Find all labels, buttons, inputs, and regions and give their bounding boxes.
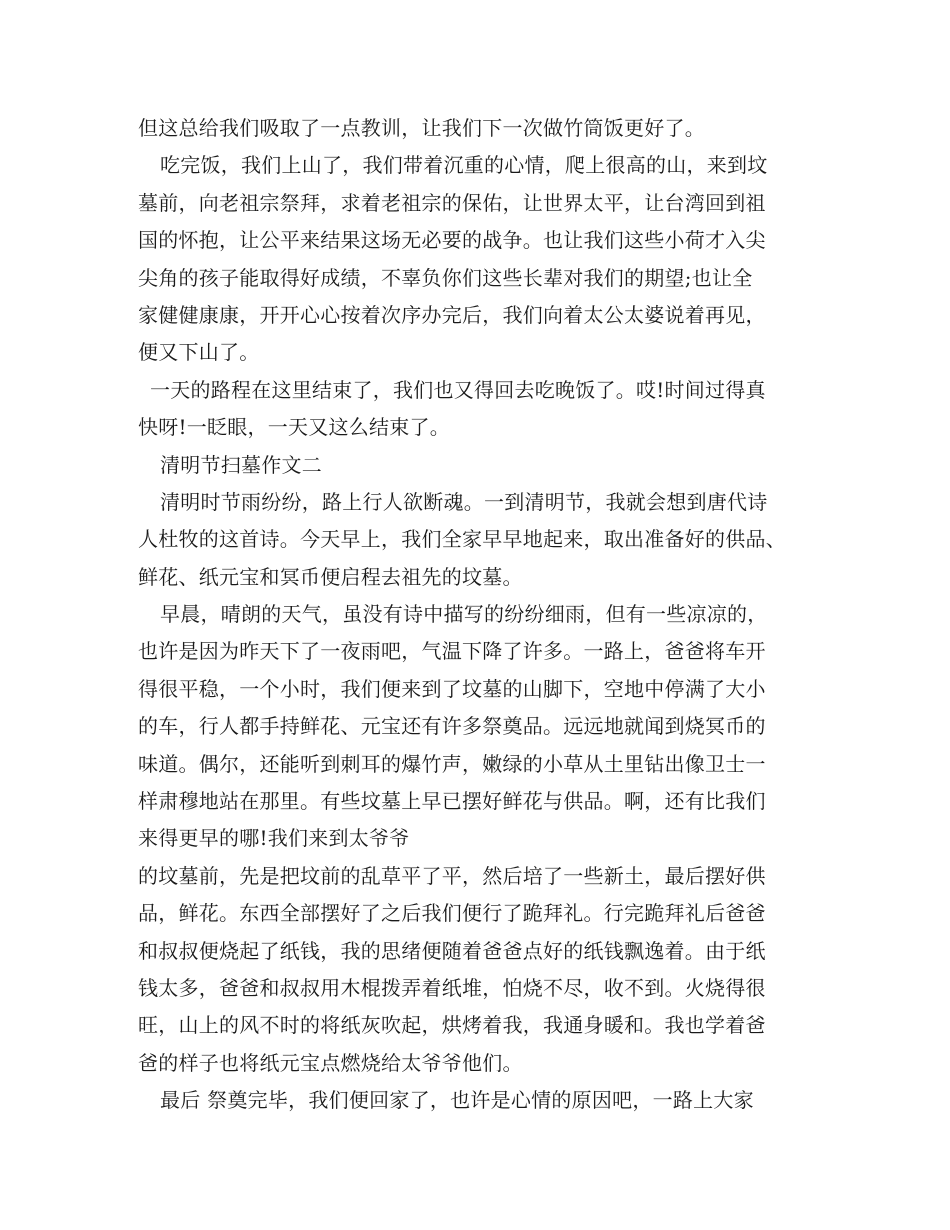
text-line: 人杜牧的这首诗。今天早上，我们全家早早地起来，取出准备好的供品、	[138, 527, 786, 552]
text-line: 尖角的孩子能取得好成绩，不辜负你们这些长辈对我们的期望;也让全	[138, 265, 753, 290]
text-line: 和叔叔便烧起了纸钱，我的思绪便随着爸爸点好的纸钱飘逸着。由于纸	[138, 938, 766, 963]
text-line: 清明时节雨纷纷，路上行人欲断魂。一到清明节，我就会想到唐代诗	[160, 489, 768, 514]
text-line: 但这总给我们吸取了一点教训，让我们下一次做竹筒饭更好了。	[138, 116, 705, 140]
text-line: 得很平稳，一个小时，我们便来到了坟墓的山脚下，空地中停满了大小	[138, 676, 766, 701]
body-text	[138, 110, 838, 1120]
text-line: 墓前，向老祖宗祭拜，求着老祖宗的保佑，让世界太平，让台湾回到祖	[138, 190, 766, 215]
text-line: 早晨，晴朗的天气，虽没有诗中描写的纷纷细雨，但有一些凉凉的，	[160, 602, 768, 627]
text-line: 品，鲜花。东西全部摆好了之后我们便行了跪拜礼。行完跪拜礼后爸爸	[138, 901, 766, 926]
text-line: 便又下山了。	[138, 340, 260, 365]
text-line: 国的怀抱，让公平来结果这场无必要的战争。也让我们这些小荷才入尖	[138, 228, 766, 253]
text-line: 的坟墓前，先是把坟前的乱草平了平，然后培了一些新土，最后摆好供	[138, 863, 766, 888]
text-line: 样肃穆地站在那里。有些坟墓上早已摆好鲜花与供品。啊，还有比我们	[138, 789, 766, 814]
text-line: 鲜花、纸元宝和冥币便启程去祖先的坟墓。	[138, 564, 523, 589]
text-line: 吃完饭，我们上山了，我们带着沉重的心情，爬上很高的山，来到坟	[160, 153, 768, 178]
text-line: 来得更早的哪!我们来到太爷爷	[138, 826, 410, 851]
text-line: 爸的样子也将纸元宝点燃烧给太爷爷他们。	[138, 1050, 523, 1075]
text-line: 钱太多，爸爸和叔叔用木棍拨弄着纸堆，怕烧不尽，收不到。火烧得很	[138, 975, 766, 1000]
section-heading: 清明节扫墓作文二	[160, 452, 322, 477]
text-line: 最后 祭奠完毕，我们便回家了，也许是心情的原因吧，一路上大家	[160, 1088, 754, 1113]
text-line: 的车，行人都手持鲜花、元宝还有许多祭奠品。远远地就闻到烧冥币的	[138, 714, 766, 739]
text-line: 也许是因为昨天下了一夜雨吧，气温下降了许多。一路上，爸爸将车开	[138, 639, 766, 664]
text-line: 家健健康康，开开心心按着次序办完后，我们向着太公太婆说着再见，	[138, 302, 766, 327]
text-line: 快呀!一眨眼，一天又这么结束了。	[138, 415, 451, 440]
text-line: 一天的路程在这里结束了，我们也又得回去吃晚饭了。哎!时间过得真	[150, 377, 766, 402]
text-line: 味道。偶尔，还能听到刺耳的爆竹声，嫩绿的小草从土里钻出像卫士一	[138, 751, 766, 776]
text-line: 旺，山上的风不时的将纸灰吹起，烘烤着我，我通身暖和。我也学着爸	[138, 1013, 766, 1038]
